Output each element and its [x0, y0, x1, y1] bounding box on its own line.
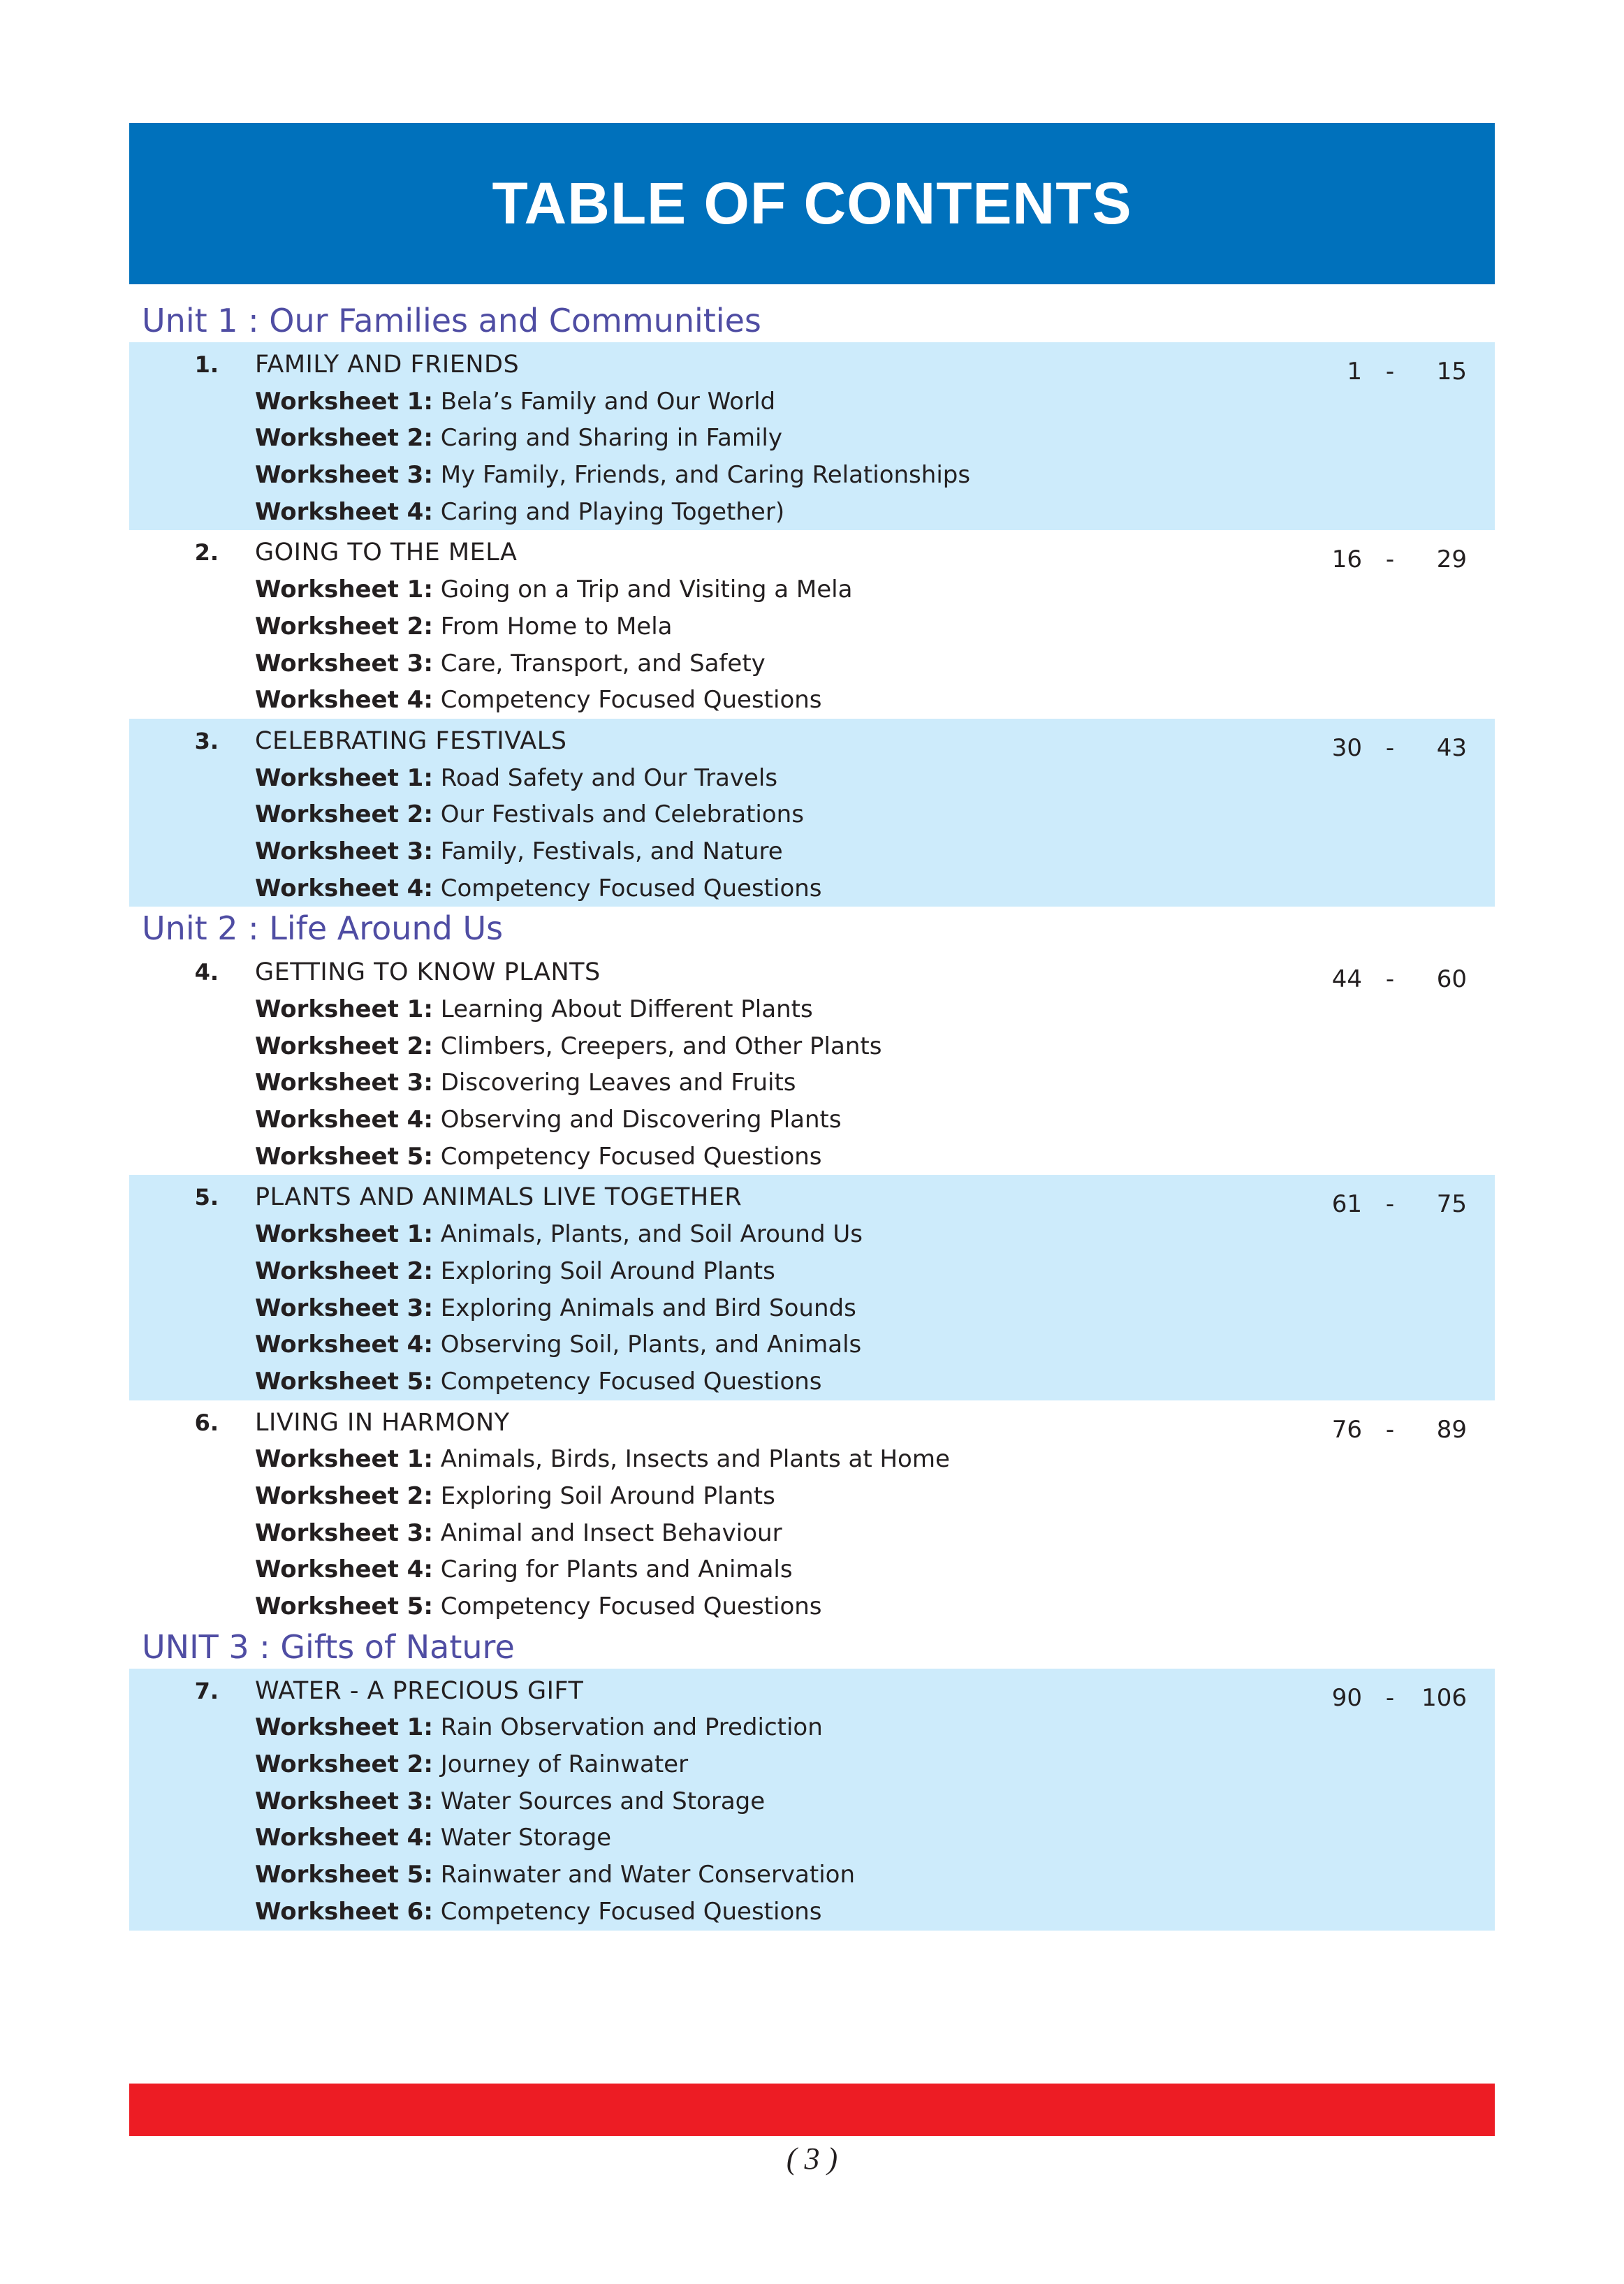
worksheet-label: Worksheet 4:	[255, 1824, 433, 1852]
worksheet-title: Water Sources and Storage	[432, 1787, 766, 1815]
worksheet-item	[166, 1894, 1495, 1931]
worksheet-label: Worksheet 1:	[255, 1713, 433, 1742]
page-number: ( 3 )	[786, 2142, 838, 2176]
chapter-title: FAMILY AND FRIENDS	[255, 351, 520, 379]
page-separator: -	[1385, 1190, 1395, 1219]
worksheet-item	[166, 1857, 1495, 1894]
worksheet-item	[166, 1820, 1495, 1857]
worksheet-item	[166, 1709, 1495, 1746]
worksheet-label: Worksheet 5:	[255, 1593, 433, 1620]
worksheet-title: Water Storage	[432, 1824, 612, 1852]
worksheet-title: Competency Focused Questions	[432, 686, 822, 715]
worksheet-label: Worksheet 2:	[255, 1257, 433, 1285]
worksheet-item	[166, 1588, 1495, 1625]
worksheet-title: Learning About Different Plants	[432, 995, 813, 1023]
unit-section	[129, 299, 1495, 907]
unit-section	[129, 907, 1495, 1625]
worksheet-item	[166, 1783, 1495, 1820]
worksheet-label: Worksheet 1:	[255, 576, 433, 604]
page-title: TABLE OF CONTENTS	[492, 170, 1132, 236]
worksheet-label: Worksheet 3:	[255, 649, 433, 678]
chapter-entry[interactable]	[129, 950, 1495, 1175]
worksheet-title: Observing and Discovering Plants	[432, 1106, 842, 1134]
page-start: 61	[1331, 1190, 1362, 1219]
chapter-heading	[129, 954, 1495, 991]
page-separator: -	[1385, 546, 1395, 574]
page-range	[1306, 1412, 1467, 1449]
table-of-contents	[129, 299, 1495, 1931]
worksheet-item	[166, 1515, 1495, 1552]
page-range	[1306, 541, 1467, 578]
worksheet-label: Worksheet 1:	[255, 387, 433, 416]
page-start: 16	[1331, 546, 1362, 574]
worksheet-title: Caring and Playing Together)	[432, 497, 785, 526]
chapter-heading	[129, 534, 1495, 571]
title-banner	[129, 123, 1495, 284]
worksheet-label: Worksheet 3:	[255, 461, 433, 490]
page-range	[1306, 353, 1467, 390]
worksheet-label: Worksheet 1:	[255, 1220, 433, 1249]
worksheet-title: Competency Focused Questions	[432, 1142, 822, 1171]
worksheet-item	[166, 760, 1495, 797]
worksheet-label: Worksheet 6:	[255, 1897, 433, 1926]
worksheet-item	[166, 991, 1495, 1028]
worksheet-label: Worksheet 3:	[255, 1787, 433, 1815]
worksheet-title: Care, Transport, and Safety	[432, 649, 766, 678]
worksheet-label: Worksheet 4:	[255, 1331, 433, 1359]
page-separator: -	[1385, 1415, 1395, 1444]
worksheet-title: Bela’s Family and Our World	[432, 387, 776, 416]
worksheet-title: My Family, Friends, and Caring Relationships	[432, 461, 971, 490]
worksheet-item	[166, 494, 1495, 531]
worksheet-item	[166, 796, 1495, 833]
worksheet-label: Worksheet 3:	[255, 1294, 433, 1322]
worksheet-label: Worksheet 5:	[255, 1367, 433, 1396]
chapter-entry[interactable]	[129, 1669, 1495, 1931]
chapter-number: 2.	[194, 539, 219, 566]
page-separator: -	[1385, 733, 1395, 762]
worksheet-label: Worksheet 4:	[255, 1555, 433, 1584]
page-start: 90	[1331, 1683, 1362, 1712]
chapter-heading	[129, 723, 1495, 760]
worksheet-label: Worksheet 1:	[255, 763, 433, 792]
worksheet-label: Worksheet 1:	[255, 995, 433, 1023]
worksheet-item	[166, 1139, 1495, 1176]
worksheet-title: Road Safety and Our Travels	[432, 763, 778, 792]
chapter-title: GETTING TO KNOW PLANTS	[255, 958, 601, 987]
worksheet-title: Climbers, Creepers, and Other Plants	[432, 1032, 882, 1060]
chapter-title: WATER - A PRECIOUS GIFT	[255, 1676, 584, 1705]
worksheet-item	[166, 1253, 1495, 1290]
page-end: 75	[1436, 1190, 1467, 1219]
page-end: 29	[1436, 546, 1467, 574]
worksheet-label: Worksheet 2:	[255, 1032, 433, 1060]
page-end: 89	[1436, 1415, 1467, 1444]
worksheet-label: Worksheet 3:	[255, 1069, 433, 1097]
worksheet-item	[166, 1478, 1495, 1515]
page-end: 60	[1436, 965, 1467, 994]
worksheet-item	[166, 833, 1495, 870]
worksheet-label: Worksheet 1:	[255, 1445, 433, 1474]
chapter-number: 1.	[194, 351, 219, 378]
worksheet-label: Worksheet 5:	[255, 1142, 433, 1171]
chapter-number: 3.	[194, 727, 219, 754]
page-separator: -	[1385, 358, 1395, 386]
worksheet-item	[166, 571, 1495, 608]
worksheet-title: Our Festivals and Celebrations	[432, 800, 804, 829]
worksheet-item	[166, 1101, 1495, 1139]
worksheet-item	[166, 1441, 1495, 1478]
worksheet-title: Exploring Soil Around Plants	[432, 1481, 775, 1510]
unit-heading: Unit 1 : Our Families and Communities	[142, 302, 761, 339]
page-separator: -	[1385, 1683, 1395, 1712]
worksheet-item	[166, 1290, 1495, 1327]
worksheet-title: Competency Focused Questions	[432, 1593, 822, 1620]
worksheet-label: Worksheet 2:	[255, 1481, 433, 1510]
chapter-number: 5.	[194, 1184, 219, 1211]
worksheet-label: Worksheet 2:	[255, 612, 433, 640]
unit-heading: UNIT 3 : Gifts of Nature	[142, 1627, 515, 1666]
worksheet-title: Rainwater and Water Conservation	[432, 1861, 856, 1889]
worksheet-title: Animal and Insect Behaviour	[432, 1518, 782, 1547]
worksheet-item	[166, 1028, 1495, 1065]
worksheet-title: Animals, Birds, Insects and Plants at Home	[432, 1445, 950, 1474]
worksheet-item	[166, 1326, 1495, 1363]
worksheet-item	[166, 420, 1495, 457]
chapter-title: CELEBRATING FESTIVALS	[255, 726, 567, 755]
unit-heading: Unit 2 : Life Around Us	[142, 909, 504, 948]
worksheet-title: Journey of Rainwater	[432, 1750, 689, 1779]
page-start: 1	[1347, 358, 1362, 386]
worksheet-item	[166, 645, 1495, 682]
worksheet-title: Rain Observation and Prediction	[432, 1713, 823, 1742]
chapter-heading	[129, 1405, 1495, 1442]
page-start: 44	[1331, 965, 1362, 994]
worksheet-title: Observing Soil, Plants, and Animals	[432, 1331, 862, 1359]
worksheet-title: From Home to Mela	[432, 612, 673, 640]
chapter-number: 4.	[194, 959, 219, 986]
worksheet-label: Worksheet 4:	[255, 874, 433, 902]
page-start: 76	[1331, 1415, 1362, 1444]
chapter-number: 6.	[194, 1409, 219, 1436]
worksheet-item	[166, 870, 1495, 907]
chapter-heading	[129, 1673, 1495, 1710]
chapter-entry[interactable]	[129, 530, 1495, 718]
worksheet-item	[166, 1746, 1495, 1783]
worksheet-item	[166, 608, 1495, 645]
chapter-title: GOING TO THE MELA	[255, 539, 518, 567]
chapter-entry[interactable]	[129, 719, 1495, 907]
page-start: 30	[1331, 733, 1362, 762]
unit-section	[129, 1625, 1495, 1931]
worksheet-item	[166, 1064, 1495, 1101]
page-range	[1306, 1680, 1467, 1717]
chapter-title: PLANTS AND ANIMALS LIVE TOGETHER	[255, 1183, 742, 1212]
worksheet-label: Worksheet 4:	[255, 1106, 433, 1134]
worksheet-item	[166, 1363, 1495, 1400]
page-separator: -	[1385, 965, 1395, 994]
page-end: 106	[1421, 1683, 1467, 1712]
chapter-heading	[129, 346, 1495, 383]
worksheet-title: Exploring Soil Around Plants	[432, 1257, 775, 1285]
worksheet-title: Caring and Sharing in Family	[432, 424, 782, 453]
worksheet-label: Worksheet 3:	[255, 837, 433, 865]
worksheet-label: Worksheet 2:	[255, 1750, 433, 1779]
chapter-title: LIVING IN HARMONY	[255, 1408, 510, 1437]
worksheet-label: Worksheet 3:	[255, 1518, 433, 1547]
worksheet-item	[166, 457, 1495, 494]
worksheet-title: Going on a Trip and Visiting a Mela	[432, 576, 853, 604]
worksheet-item	[166, 1551, 1495, 1588]
chapter-heading	[129, 1179, 1495, 1216]
worksheet-title: Animals, Plants, and Soil Around Us	[432, 1220, 863, 1249]
chapter-number: 7.	[194, 1677, 219, 1704]
page-range	[1306, 730, 1467, 767]
worksheet-label: Worksheet 4:	[255, 497, 433, 526]
worksheet-title: Competency Focused Questions	[432, 1897, 822, 1926]
page-end: 43	[1436, 733, 1467, 762]
worksheet-item	[166, 1216, 1495, 1253]
worksheet-item	[166, 383, 1495, 420]
worksheet-label: Worksheet 2:	[255, 800, 433, 829]
worksheet-title: Caring for Plants and Animals	[432, 1555, 793, 1584]
worksheet-title: Discovering Leaves and Fruits	[432, 1069, 796, 1097]
footer-bar	[129, 2084, 1495, 2136]
worksheet-label: Worksheet 4:	[255, 686, 433, 715]
worksheet-title: Exploring Animals and Bird Sounds	[432, 1294, 856, 1322]
worksheet-title: Competency Focused Questions	[432, 874, 822, 902]
chapter-entry[interactable]	[129, 342, 1495, 530]
chapter-entry[interactable]	[129, 1400, 1495, 1625]
page-end: 15	[1436, 358, 1467, 386]
worksheet-title: Competency Focused Questions	[432, 1367, 822, 1396]
worksheet-label: Worksheet 5:	[255, 1861, 433, 1889]
page-range	[1306, 961, 1467, 998]
worksheet-title: Family, Festivals, and Nature	[432, 837, 783, 865]
chapter-entry[interactable]	[129, 1175, 1495, 1400]
worksheet-label: Worksheet 2:	[255, 424, 433, 453]
worksheet-item	[166, 682, 1495, 719]
page-range	[1306, 1186, 1467, 1223]
